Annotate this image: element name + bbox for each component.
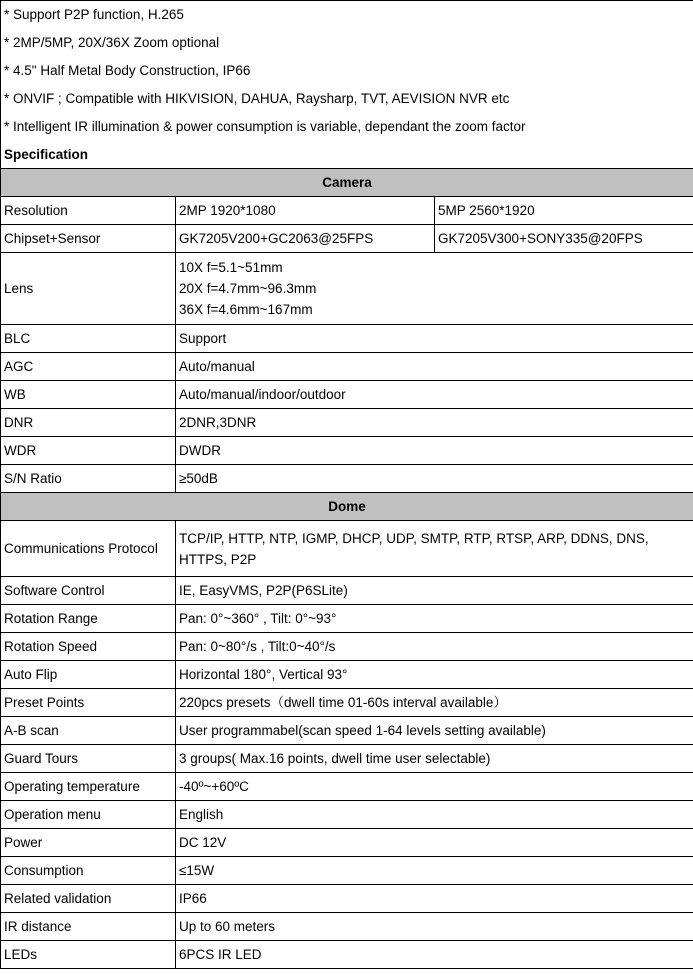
row-label: WDR	[1, 437, 176, 465]
section-title: Dome	[1, 493, 693, 521]
row-value: GK7205V300+SONY335@20FPS	[435, 225, 693, 253]
row-label: Related validation	[1, 885, 176, 913]
row-value: DC 12V	[176, 829, 693, 857]
table-row	[1, 829, 693, 857]
table-row	[1, 353, 693, 381]
feature-row	[1, 1, 693, 29]
row-value: DWDR	[176, 437, 693, 465]
row-value: -40º~+60ºC	[176, 773, 693, 801]
feature-text: * Intelligent IR illumination & power consumption is variable, dependant the zoom factor	[1, 113, 693, 141]
row-label: AGC	[1, 353, 176, 381]
row-value: Auto/manual/indoor/outdoor	[176, 381, 693, 409]
row-label: Rotation Speed	[1, 633, 176, 661]
row-label: Operation menu	[1, 801, 176, 829]
feature-text: * 2MP/5MP, 20X/36X Zoom optional	[1, 29, 693, 57]
table-row	[1, 577, 693, 605]
row-value: User programmabel(scan speed 1-64 levels setting available)	[176, 717, 693, 745]
table-row	[1, 661, 693, 689]
row-value	[176, 253, 693, 325]
row-label: Preset Points	[1, 689, 176, 717]
lens-line: 36X f=4.6mm~167mm	[179, 302, 313, 317]
row-value: Pan: 0°~360° , Tilt: 0°~93°	[176, 605, 693, 633]
row-value: ≥50dB	[176, 465, 693, 493]
row-value: 2MP 1920*1080	[176, 197, 435, 225]
row-label: A-B scan	[1, 717, 176, 745]
table-row-protocol	[1, 521, 693, 577]
row-label: S/N Ratio	[1, 465, 176, 493]
table-row	[1, 605, 693, 633]
table-row-chipset	[1, 225, 693, 253]
spec-title-row	[1, 141, 693, 169]
table-row	[1, 437, 693, 465]
table-row	[1, 689, 693, 717]
row-label: Guard Tours	[1, 745, 176, 773]
feature-text: * 4.5" Half Metal Body Construction, IP66	[1, 57, 693, 85]
feature-text: * Support P2P function, H.265	[1, 1, 693, 29]
row-value: Auto/manual	[176, 353, 693, 381]
row-label: WB	[1, 381, 176, 409]
table-row	[1, 325, 693, 353]
row-value: English	[176, 801, 693, 829]
row-value: 2DNR,3DNR	[176, 409, 693, 437]
row-label: Software Control	[1, 577, 176, 605]
table-row	[1, 717, 693, 745]
row-value: 5MP 2560*1920	[435, 197, 693, 225]
table-row-lens	[1, 253, 693, 325]
table-row	[1, 885, 693, 913]
lens-line: 20X f=4.7mm~96.3mm	[179, 281, 317, 296]
feature-row	[1, 29, 693, 57]
section-header-camera	[1, 169, 693, 197]
row-label: Communications Protocol	[1, 521, 176, 577]
row-value: Horizontal 180°, Vertical 93°	[176, 661, 693, 689]
table-row	[1, 857, 693, 885]
row-value: Support	[176, 325, 693, 353]
feature-row	[1, 57, 693, 85]
spec-title: Specification	[1, 141, 693, 169]
row-label: IR distance	[1, 913, 176, 941]
table-row	[1, 409, 693, 437]
feature-row	[1, 85, 693, 113]
row-value: ≤15W	[176, 857, 693, 885]
table-row	[1, 633, 693, 661]
row-value: TCP/IP, HTTP, NTP, IGMP, DHCP, UDP, SMTP, RTP, RTSP, ARP, DDNS, DNS, HTTPS, P2P	[176, 521, 693, 577]
feature-text: * ONVIF ; Compatible with HIKVISION, DAHUA, Raysharp, TVT, AEVISION NVR etc	[1, 85, 693, 113]
row-value: GK7205V200+GC2063@25FPS	[176, 225, 435, 253]
row-label: Power	[1, 829, 176, 857]
row-label: Auto Flip	[1, 661, 176, 689]
table-row	[1, 773, 693, 801]
row-value: IE, EasyVMS, P2P(P6SLite)	[176, 577, 693, 605]
row-value: 220pcs presets（dwell time 01-60s interval available）	[176, 689, 693, 717]
table-row-resolution	[1, 197, 693, 225]
table-row	[1, 801, 693, 829]
feature-row	[1, 113, 693, 141]
row-label: Consumption	[1, 857, 176, 885]
row-value: Up to 60 meters	[176, 913, 693, 941]
row-label: BLC	[1, 325, 176, 353]
row-label: Operating temperature	[1, 773, 176, 801]
row-label: DNR	[1, 409, 176, 437]
row-label: Rotation Range	[1, 605, 176, 633]
row-label: Lens	[1, 253, 176, 325]
table-row	[1, 941, 693, 969]
row-label: Chipset+Sensor	[1, 225, 176, 253]
table-row	[1, 913, 693, 941]
table-row	[1, 381, 693, 409]
row-label: LEDs	[1, 941, 176, 969]
section-header-dome	[1, 493, 693, 521]
section-title: Camera	[1, 169, 693, 197]
lens-line: 10X f=5.1~51mm	[179, 260, 283, 275]
row-value: IP66	[176, 885, 693, 913]
row-value: Pan: 0~80°/s , Tilt:0~40°/s	[176, 633, 693, 661]
table-row	[1, 745, 693, 773]
row-value: 3 groups( Max.16 points, dwell time user selectable)	[176, 745, 693, 773]
row-label: Resolution	[1, 197, 176, 225]
row-value: 6PCS IR LED	[176, 941, 693, 969]
table-row	[1, 465, 693, 493]
